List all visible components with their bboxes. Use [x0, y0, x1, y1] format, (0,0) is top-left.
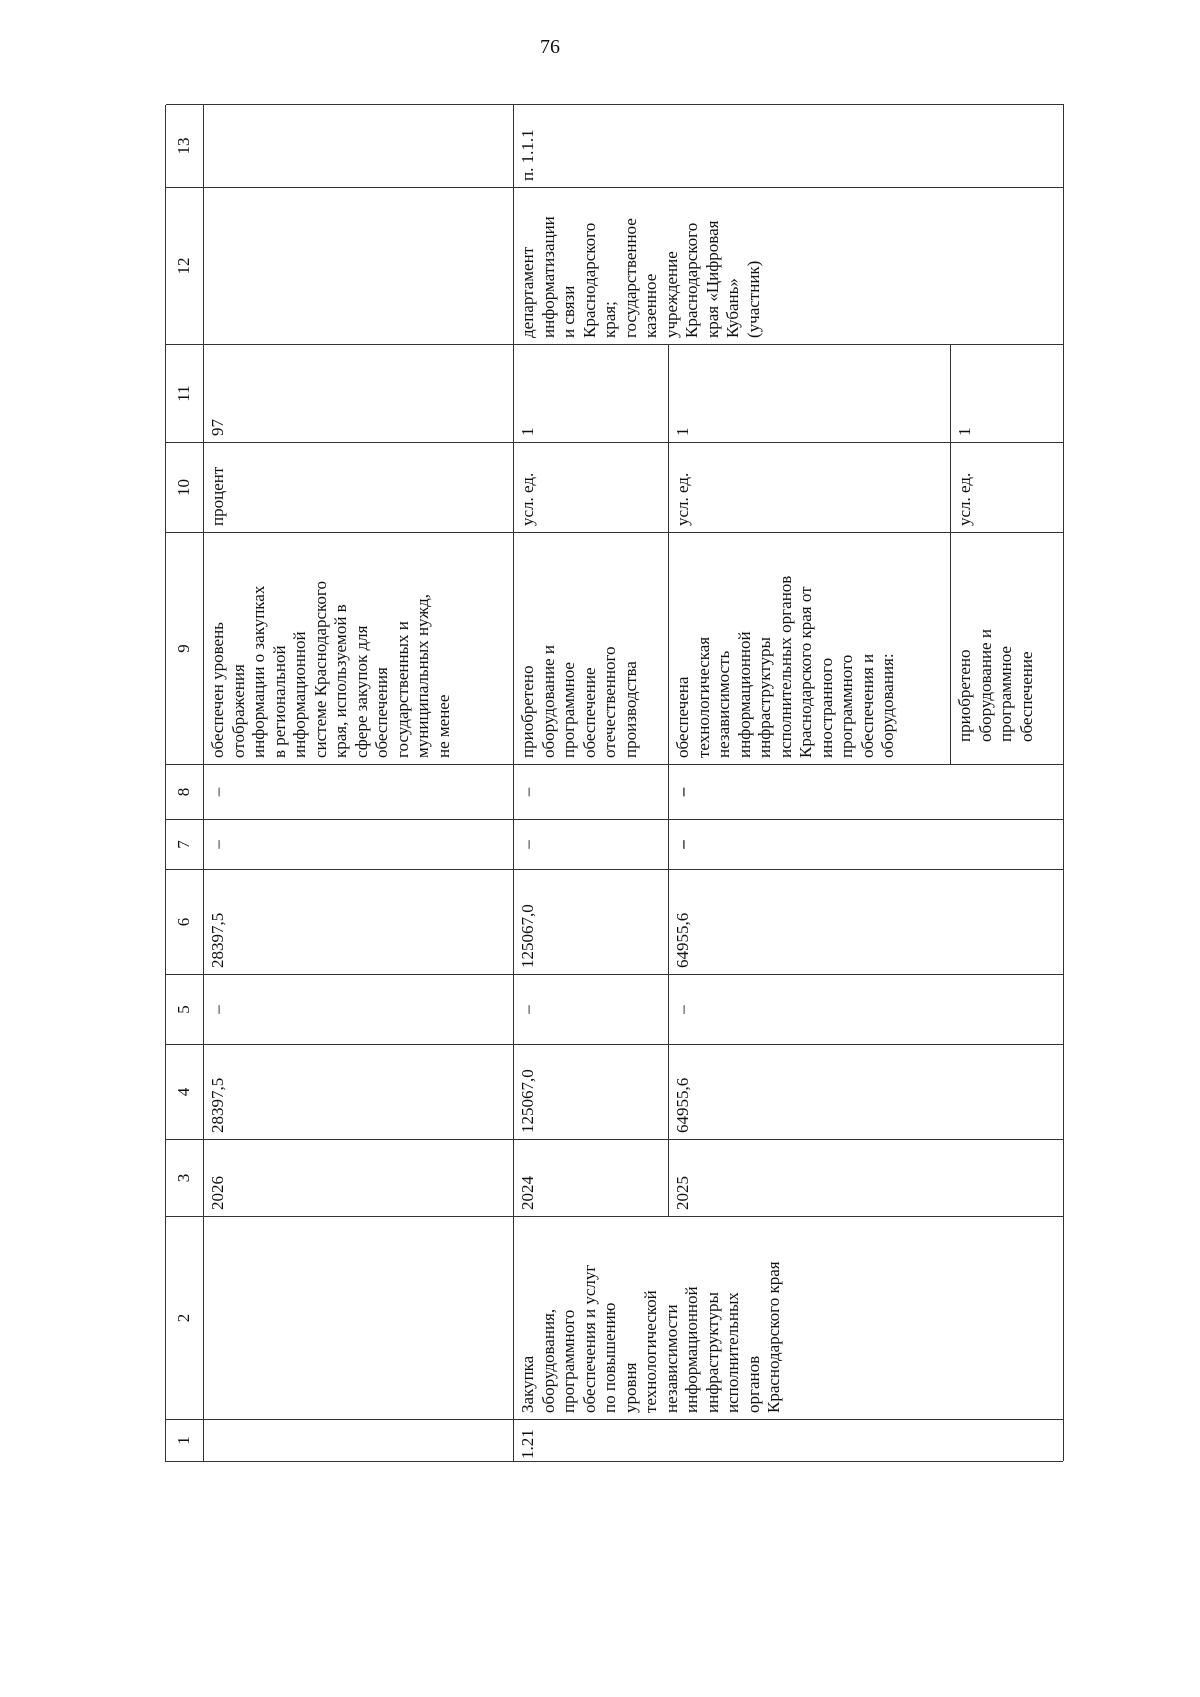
row-b-2024-col5: –: [514, 974, 669, 1044]
program-table: [165, 105, 1063, 1462]
page-number: 76: [540, 36, 560, 58]
row-b-executor: департамент информатизации и связи Краснодарского края; государственное казенное учреждение Краснодарского края «Цифровая Кубань» (участник): [514, 187, 1064, 344]
header-col-1: 1: [166, 1419, 204, 1461]
row-b-2024-col4: 125067,0: [514, 1044, 669, 1139]
header-col-13: 13: [166, 104, 204, 187]
row-a-reference: [204, 104, 514, 187]
header-col-5: 5: [166, 974, 204, 1044]
row-a-col4: 28397,5: [204, 1044, 514, 1139]
row-b-2024-value: 1: [514, 344, 669, 442]
row-b-2025-col5: –: [669, 974, 1064, 1044]
row-b-2025-result: обеспечена технологическая независимость информационной инфраструктуры исполнительных органов Краснодарского края от иностранного программного обеспечения и оборудования:: [669, 532, 951, 764]
row-a-number: [204, 1419, 514, 1461]
row-a-result: обеспечен уровень отображения информации о закупках в региональной информационной системе Краснодарского края, используемой в сфере закупок для обеспечения государственных и муниципальных нужд, не менее: [204, 532, 514, 764]
row-b-2025-col8: –: [669, 764, 1064, 819]
header-col-10: 10: [166, 442, 204, 532]
row-b-2024-col8: –: [514, 764, 669, 819]
header-col-8: 8: [166, 764, 204, 819]
row-a-unit: процент: [204, 442, 514, 532]
row-a-executor: [204, 187, 514, 344]
row-a-year: 2026: [204, 1139, 514, 1216]
header-col-4: 4: [166, 1044, 204, 1139]
row-a-col5: –: [204, 974, 514, 1044]
row-b-2025-value-2: 1: [951, 344, 1064, 442]
row-b-2024-col7: –: [514, 819, 669, 869]
header-col-6: 6: [166, 869, 204, 974]
row-a-col7: –: [204, 819, 514, 869]
header-col-3: 3: [166, 1139, 204, 1216]
row-b-reference: п. 1.1.1: [514, 104, 1064, 187]
row-b-name: Закупка оборудования, программного обеспечения и услуг по повышению уровня технологической независимости информационной инфраструктуры исполнительных органов Краснодарского края: [514, 1216, 1064, 1419]
header-col-9: 9: [166, 532, 204, 764]
row-b-2025-result-2: приобретено оборудование и программное обеспечение: [951, 532, 1064, 764]
row-a-name: [204, 1216, 514, 1419]
row-a-value: 97: [204, 344, 514, 442]
header-col-2: 2: [166, 1216, 204, 1419]
header-col-11: 11: [166, 344, 204, 442]
row-b-2024-col6: 125067,0: [514, 869, 669, 974]
row-b-2025-year: 2025: [669, 1139, 1064, 1216]
row-b-2025-value: 1: [669, 344, 951, 442]
row-b-2024-unit: усл. ед.: [514, 442, 669, 532]
row-b-number: 1.21: [514, 1419, 1064, 1461]
row-b-2024-year: 2024: [514, 1139, 669, 1216]
row-b-2024-result: приобретено оборудование и программное обеспечение отечественного производства: [514, 532, 669, 764]
header-col-12: 12: [166, 187, 204, 344]
row-b-2025-unit-2: усл. ед.: [951, 442, 1064, 532]
row-b-2025-col7: –: [669, 819, 1064, 869]
header-col-7: 7: [166, 819, 204, 869]
row-b-2025-col4: 64955,6: [669, 1044, 1064, 1139]
row-a-col6: 28397,5: [204, 869, 514, 974]
row-a-col8: –: [204, 764, 514, 819]
row-b-2025-col6: 64955,6: [669, 869, 1064, 974]
row-b-2025-unit: усл. ед.: [669, 442, 951, 532]
